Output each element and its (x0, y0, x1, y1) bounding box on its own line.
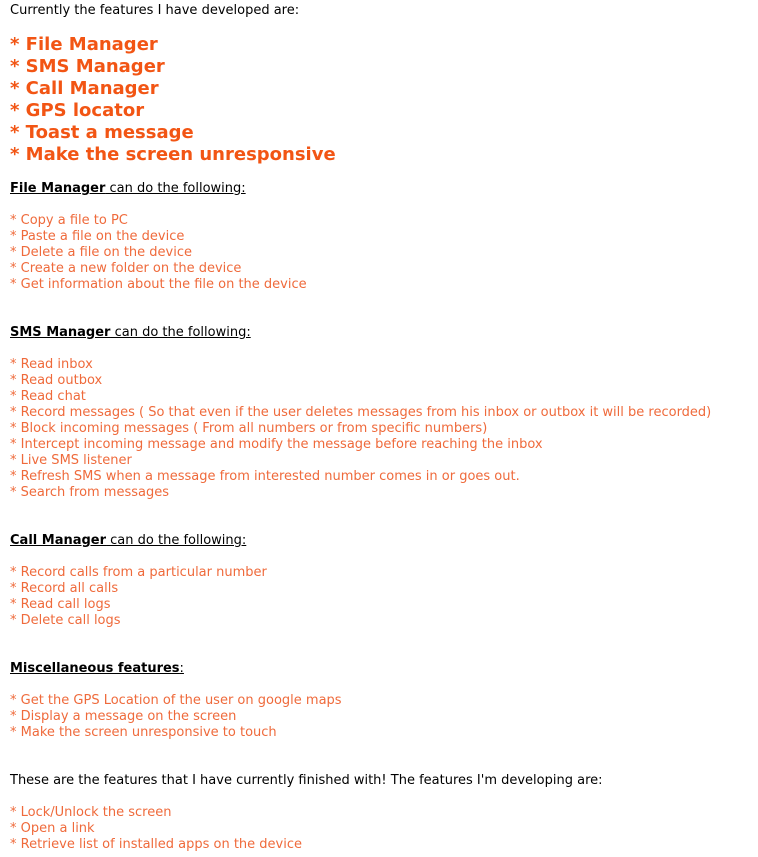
list-item: * Get information about the file on the device (10, 277, 307, 292)
list-item: * Intercept incoming message and modify the message before reaching the inbox (10, 437, 543, 452)
list-item: * Delete a file on the device (10, 245, 192, 260)
sms-manager-list (10, 357, 758, 501)
developing-list (10, 805, 758, 853)
section-name: SMS Manager (10, 325, 111, 340)
list-item: * Read outbox (10, 373, 103, 388)
list-item: * Make the screen unresponsive to touch (10, 725, 277, 740)
list-item: * Get the GPS Location of the user on google maps (10, 693, 342, 708)
intro-text: Currently the features I have developed are: (10, 3, 300, 18)
list-item: * Lock/Unlock the screen (10, 805, 172, 820)
list-item: * Retrieve list of installed apps on the device (10, 837, 303, 852)
section-suffix: : (179, 661, 184, 676)
feature-highlights (10, 34, 758, 166)
list-item: * Read inbox (10, 357, 93, 372)
section-name: File Manager (10, 181, 106, 196)
page-content (10, 0, 758, 853)
file-manager-list (10, 213, 758, 293)
list-item: * Record calls from a particular number (10, 565, 267, 580)
list-item: * Paste a file on the device (10, 229, 185, 244)
list-item: * Open a link (10, 821, 95, 836)
file-manager-heading (10, 181, 758, 197)
list-item: * Live SMS listener (10, 453, 132, 468)
section-name: Miscellaneous features (10, 661, 180, 676)
misc-features-list (10, 693, 758, 741)
outro-text: These are the features that I have currently finished with! The features I'm developing are: (10, 773, 603, 788)
call-manager-heading (10, 533, 758, 549)
misc-features-heading (10, 661, 758, 677)
list-item: * Read chat (10, 389, 86, 404)
sms-manager-heading (10, 325, 758, 341)
list-item: * Create a new folder on the device (10, 261, 242, 276)
list-item: * Record messages ( So that even if the user deletes messages from his inbox or outbox it will be recorded) (10, 405, 712, 420)
list-item: * Delete call logs (10, 613, 121, 628)
section-suffix: can do the following: (106, 533, 247, 548)
highlight-call-manager: * Call Manager (10, 78, 159, 99)
highlight-toast-message: * Toast a message (10, 122, 194, 143)
section-name: Call Manager (10, 533, 107, 548)
highlight-gps-locator: * GPS locator (10, 100, 145, 121)
list-item: * Display a message on the screen (10, 709, 237, 724)
list-item: * Record all calls (10, 581, 119, 596)
section-suffix: can do the following: (105, 181, 246, 196)
highlight-file-manager: * File Manager (10, 34, 158, 55)
call-manager-list (10, 565, 758, 629)
list-item: * Refresh SMS when a message from interested number comes in or goes out. (10, 469, 520, 484)
list-item: * Block incoming messages ( From all numbers or from specific numbers) (10, 421, 488, 436)
list-item: * Copy a file to PC (10, 213, 128, 228)
section-suffix: can do the following: (110, 325, 251, 340)
list-item: * Search from messages (10, 485, 170, 500)
highlight-sms-manager: * SMS Manager (10, 56, 165, 77)
highlight-screen-unresponsive: * Make the screen unresponsive (10, 144, 336, 165)
list-item: * Read call logs (10, 597, 111, 612)
